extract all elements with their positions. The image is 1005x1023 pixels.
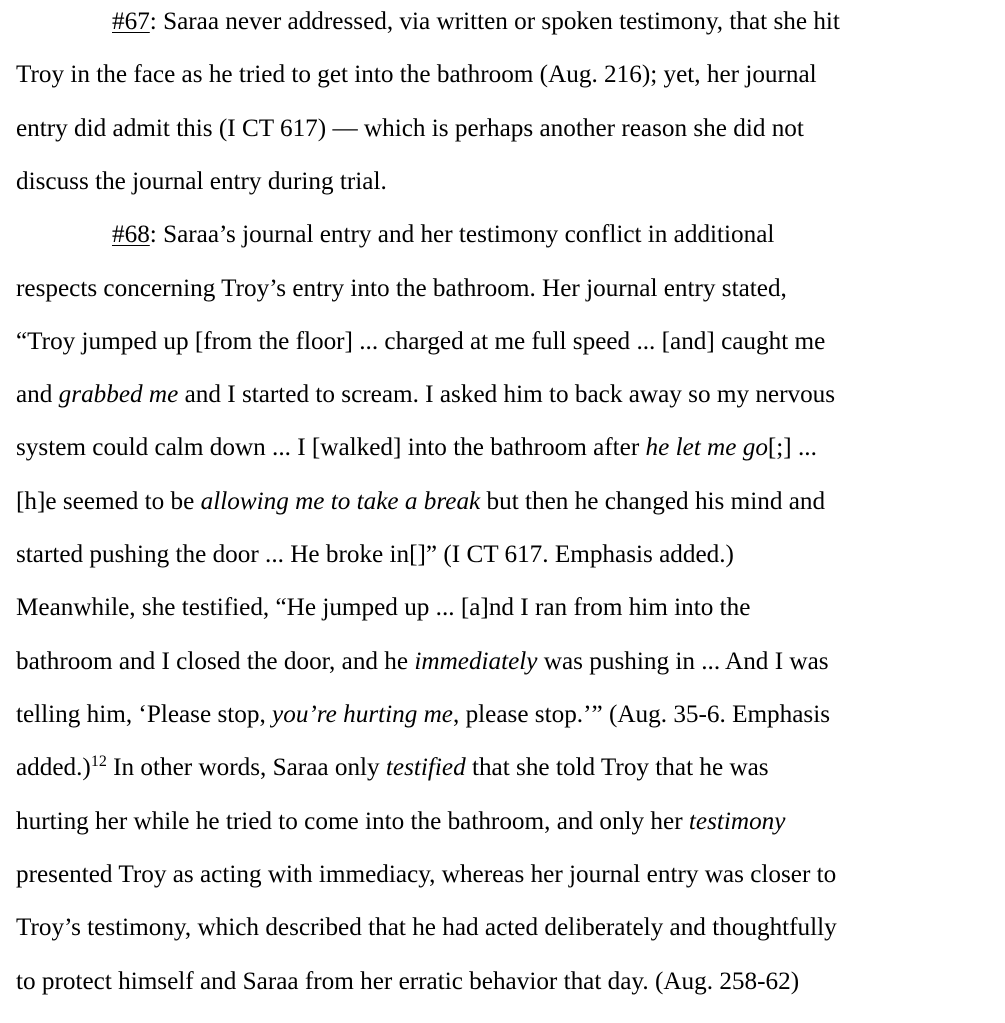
paragraph-68-line-13: presented Troy as acting with immediacy, whereas her journal entry was closer to bbox=[16, 861, 837, 888]
paragraph-68-line-2: respects concerning Troy’s entry into the bathroom. Her journal entry stated, bbox=[16, 275, 787, 302]
paragraph-68-line-3: “Troy jumped up [from the floor] ... charged at me full speed ... [and] caught me bbox=[16, 328, 826, 355]
paragraph-68-line-6: [h]e seemed to be allowing me to take a break but then he changed his mind and bbox=[16, 488, 826, 515]
paragraph-68-line-12: hurting her while he tried to come into the bathroom, and only her testimony bbox=[16, 808, 786, 835]
paragraph-68-line-1: #68: Saraa’s journal entry and her testimony conflict in additional bbox=[112, 221, 775, 248]
paragraph-67-line-1: #67: Saraa never addressed, via written or spoken testimony, that she hit bbox=[112, 8, 840, 35]
paragraph-ref-67: #67 bbox=[112, 8, 150, 35]
paragraph-68-line-4: and grabbed me and I started to scream. I asked him to back away so my nervous bbox=[16, 381, 836, 408]
paragraph-68-line-7: started pushing the door ... He broke in[]” (I CT 617. Emphasis added.) bbox=[16, 541, 734, 568]
paragraph-68-line-8: Meanwhile, she testified, “He jumped up ... [a]nd I ran from him into the bbox=[16, 594, 751, 621]
footnote-marker-12: 12 bbox=[90, 753, 107, 770]
paragraph-ref-68: #68 bbox=[112, 221, 150, 248]
paragraph-68-line-10: telling him, ‘Please stop, you’re hurting me, please stop.’” (Aug. 35-6. Emphasis bbox=[16, 701, 831, 728]
paragraph-68-line-14: Troy’s testimony, which described that he had acted deliberately and thoughtfully bbox=[16, 914, 837, 941]
paragraph-68-line-9: bathroom and I closed the door, and he immediately was pushing in ... And I was bbox=[16, 648, 829, 675]
paragraph-67-line-3: entry did admit this (I CT 617) — which is perhaps another reason she did not bbox=[16, 115, 804, 142]
paragraph-68-line-11: added.)$^{12}$ In other words, Saraa only testified that she told Troy that he was bbox=[16, 753, 769, 781]
paragraph-68-line-5: system could calm down ... I [walked] into the bathroom after he let me go[;] ... bbox=[16, 434, 817, 461]
paragraph-67-line-4: discuss the journal entry during trial. bbox=[16, 168, 387, 195]
paragraph-68-line-15: to protect himself and Saraa from her erratic behavior that day. (Aug. 258-62) bbox=[16, 968, 800, 995]
paragraph-67-line-2: Troy in the face as he tried to get into the bathroom (Aug. 216); yet, her journal bbox=[16, 61, 817, 88]
